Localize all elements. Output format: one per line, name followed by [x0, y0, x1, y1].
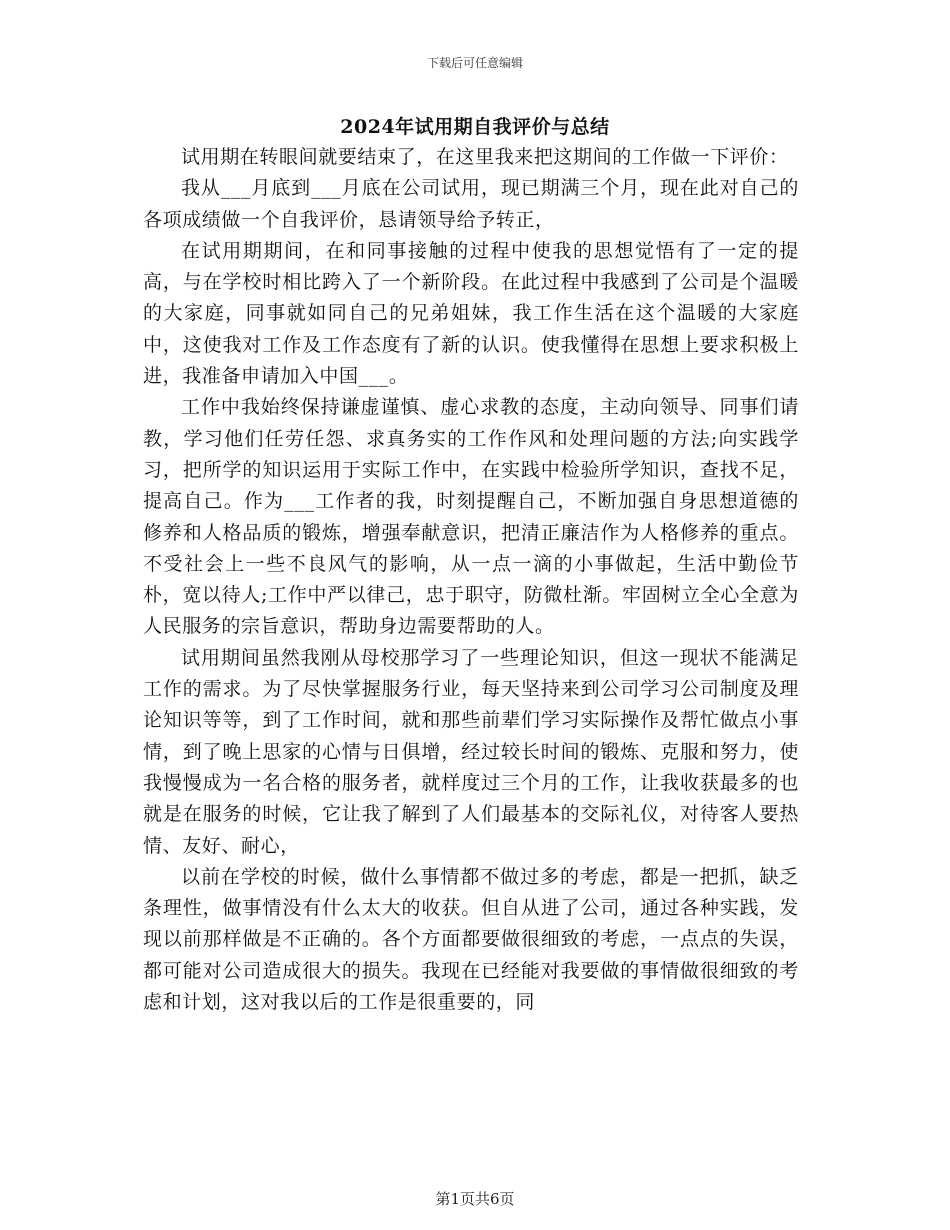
document-body [143, 142, 799, 1018]
page-indicator: 第1页共6页 [435, 1190, 515, 1208]
paragraph-3: 在试用期期间，在和同事接触的过程中使我的思想觉悟有了一定的提高，与在学校时相比跨入了一个新阶段。在此过程中我感到了公司是个温暖的大家庭，同事就如同自己的兄弟姐妹，我工作生活在这个温暖的大家庭中，这使我对工作及工作态度有了新的认识。使我懂得在思想上要求积极上进，我准备申请加入中国___。 [143, 239, 799, 388]
paragraph-1: 试用期在转眼间就要结束了，在这里我来把这期间的工作做一下评价： [181, 146, 789, 168]
paragraph-6: 以前在学校的时候，做什么事情都不做过多的考虑，都是一把抓，缺乏条理性，做事情没有什么太大的收获。但自从进了公司，通过各种实践，发现以前那样做是不正确的。各个方面都要做很细致的考虑，一点点的失误，都可能对公司造成很大的损失。我现在已经能对我要做的事情做很细致的考虑和计划，这对我以后的工作是很重要的，同 [143, 865, 799, 1014]
paragraph-5: 试用期间虽然我刚从母校那学习了一些理论知识，但这一现状不能满足工作的需求。为了尽快掌握服务行业，每天坚持来到公司学习公司制度及理论知识等等，到了工作时间，就和那些前辈们学习实际操作及帮忙做点小事情，到了晚上思家的心情与日俱增，经过较长时间的锻炼、克服和努力，使我慢慢成为一名合格的服务者，就样度过三个月的工作，让我收获最多的也就是在服务的时候，它让我了解到了人们最基本的交际礼仪，对待客人要热情、友好、耐心， [143, 646, 799, 857]
header-note: 下载后可任意编辑 [426, 56, 523, 70]
paragraph-2: 我从___月底到___月底在公司试用，现已期满三个月，现在此对自己的各项成绩做一个自我评价，恳请领导给予转正， [143, 177, 799, 231]
paragraph-4: 工作中我始终保持谦虚谨慎、虚心求教的态度，主动向领导、同事们请教，学习他们任劳任怨、求真务实的工作作风和处理问题的方法;向实践学习，把所学的知识运用于实际工作中，在实践中检验所学知识，查找不足，提高自己。作为___工作者的我，时刻提醒自己，不断加强自身思想道德的修养和人格品质的锻炼，增强奉献意识，把清正廉洁作为人格修养的重点。不受社会上一些不良风气的影响，从一点一滴的小事做起，生活中勤俭节朴，宽以待人;工作中严以律己，忠于职守，防微杜渐。牢固树立全心全意为人民服务的宗旨意识，帮助身边需要帮助的人。 [143, 396, 799, 638]
document-title: 2024年试用期自我评价与总结 [340, 116, 610, 138]
